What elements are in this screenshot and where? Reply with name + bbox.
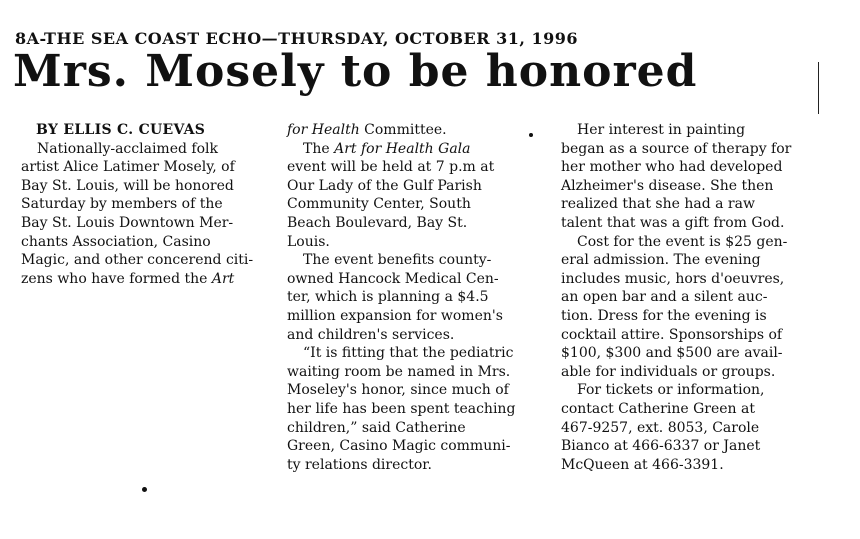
text-line: zens who have formed the Art [21,270,235,287]
text-line: her life has been spent teaching [287,400,516,417]
text-line: million expansion for women's [287,307,503,324]
text-line: artist Alice Latimer Mosely, of [21,159,235,176]
byline: BY ELLIS C. CUEVAS [36,122,206,138]
text-line: tion. Dress for the evening is [561,307,767,324]
text-line: Moseley's honor, since much of [287,382,509,399]
text-line: Green, Casino Magic communi- [287,438,511,455]
text-line: able for individuals or groups. [561,363,776,380]
text-line: event will be held at 7 p.m at [287,159,495,176]
article-column-2 [287,121,544,474]
text-line: Magic, and other concerend citi- [21,252,254,269]
text-line: contact Catherine Green at [561,400,755,417]
text-line: For tickets or information, [577,382,765,399]
text-line: children,” said Catherine [287,419,466,436]
text-line: Louis. [287,233,330,250]
text-line: waiting room be named in Mrs. [287,363,511,380]
text-line: talent that was a gift from God. [561,214,785,231]
text-line: her mother who had developed [561,159,783,176]
ink-speck [142,487,147,492]
text-line: for Health Committee. [287,122,447,138]
text-line: ty relations director. [287,456,432,473]
text-line: Bay St. Louis Downtown Mer- [21,214,234,231]
text-line: eral admission. The evening [561,252,761,269]
column-rule [818,62,819,114]
article-column-3 [561,121,804,474]
dateline: 8A-THE SEA COAST ECHO—THURSDAY, OCTOBER 31, 1996 [15,29,579,48]
text-line: and children's services. [287,326,455,343]
text-line: an open bar and a silent auc- [561,289,768,306]
text-line: Beach Boulevard, Bay St. [287,214,468,231]
ink-speck [529,133,533,137]
text-line: includes music, hors d'oeuvres, [561,270,785,287]
text-line: The event benefits county- [303,252,492,269]
text-line: “It is fitting that the pediatric [303,345,514,362]
text-line: 467-9257, ext. 8053, Carole [561,419,760,436]
text-line: Saturday by members of the [21,196,223,213]
text-line: Bianco at 466-6337 or Janet [561,438,761,455]
text-line: owned Hancock Medical Cen- [287,270,499,287]
text-line: realized that she had a raw [561,196,755,213]
headline: Mrs. Mosely to be honored [13,46,698,97]
article-column-1 [21,121,264,288]
text-line: Cost for the event is $25 gen- [577,233,788,250]
text-line: began as a source of therapy for [561,140,792,157]
text-line: $100, $300 and $500 are avail- [561,345,783,362]
text-line: chants Association, Casino [21,233,211,250]
text-line: McQueen at 466-3391. [561,456,724,473]
text-line: Nationally-acclaimed folk [37,140,218,157]
text-line: cocktail attire. Sponsorships of [561,326,783,343]
text-line: Community Center, South [287,196,471,213]
text-line: Her interest in painting [577,122,746,138]
text-line: The Art for Health Gala [303,140,471,157]
text-line: Our Lady of the Gulf Parish [287,177,482,194]
text-line: ter, which is planning a $4.5 [287,289,489,306]
text-line: Bay St. Louis, will be honored [21,177,234,194]
text-line: Alzheimer's disease. She then [561,177,774,194]
